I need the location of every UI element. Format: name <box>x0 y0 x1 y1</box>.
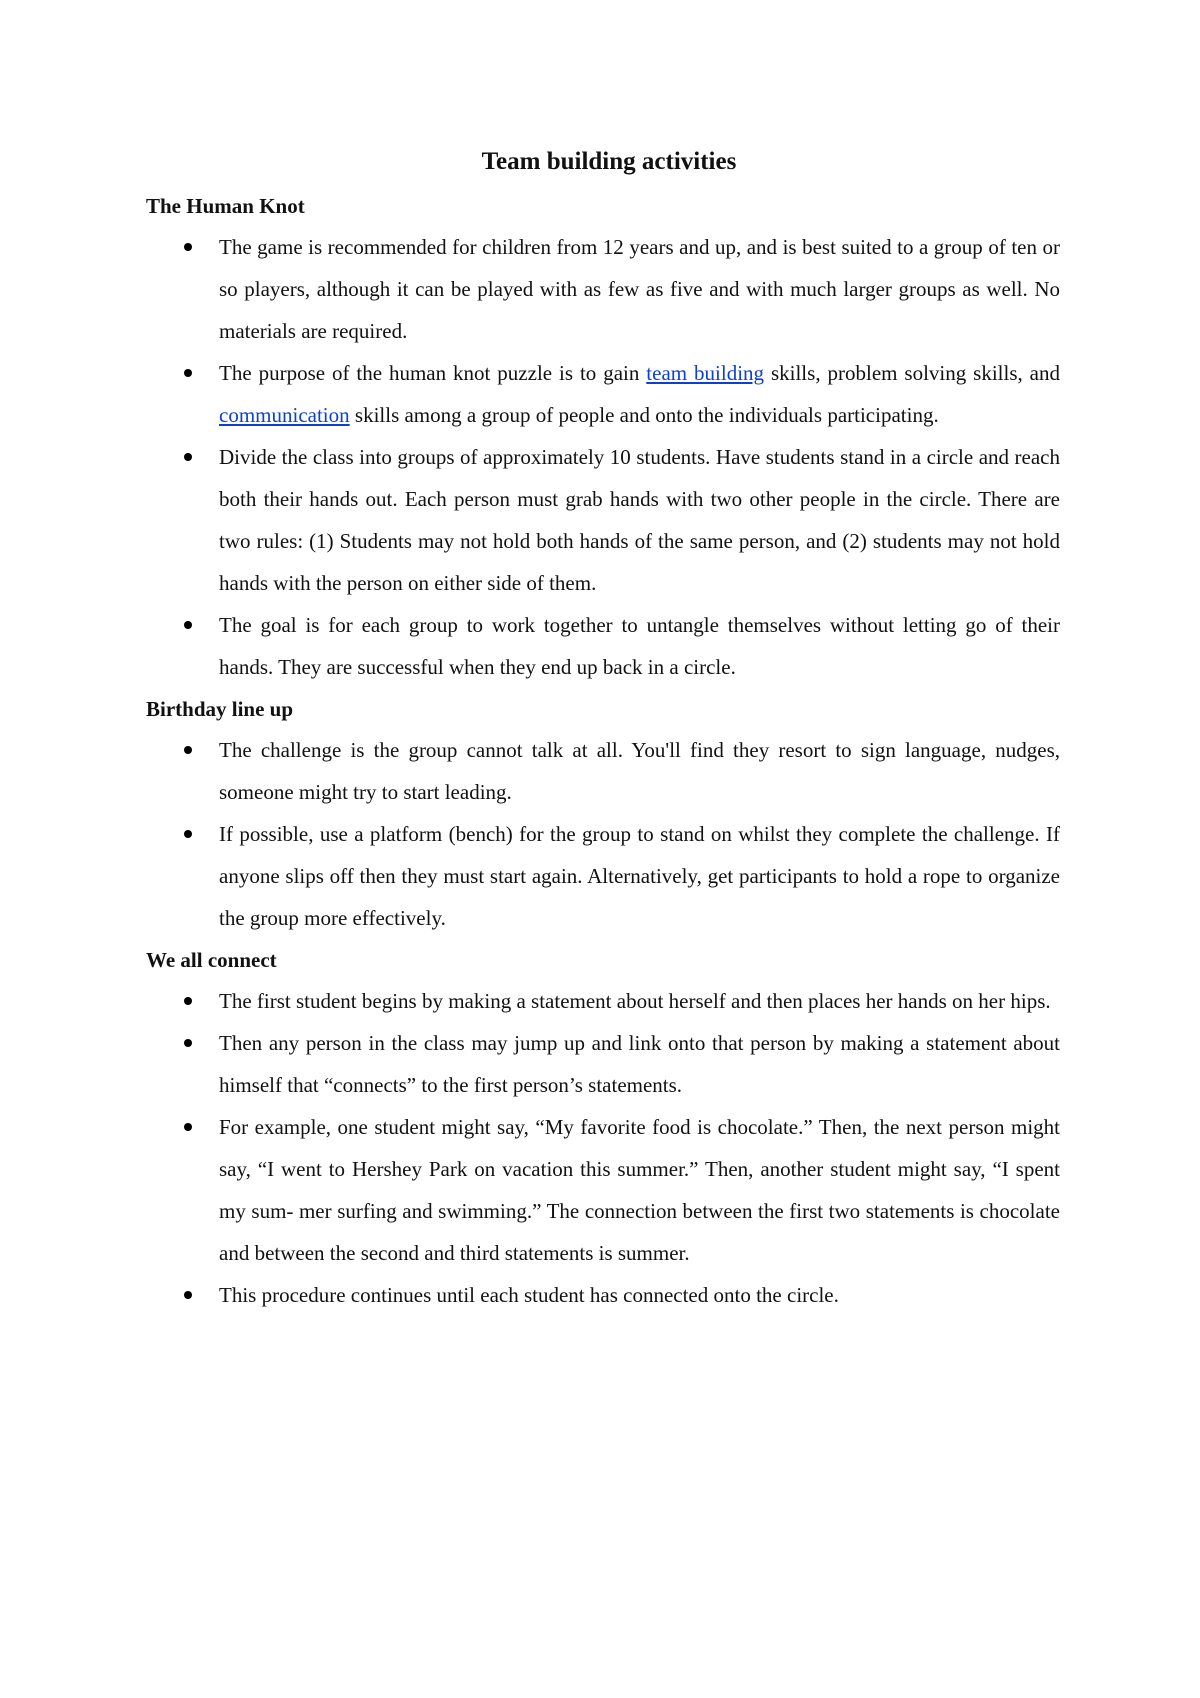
list-item-text: The purpose of the human knot puzzle is to gain <box>219 361 647 385</box>
section-heading: Birthday line up <box>146 697 294 721</box>
list-item-text: This procedure continues until each student has connected onto the circle. <box>219 1283 839 1307</box>
list-item-text: skills among a group of people and onto the individuals participating. <box>349 403 939 427</box>
list-item-text: Divide the class into groups of approximately 10 students. Have students stand in a circle and reach both their hands out. Each person must grab hands with two other people in the circle. There are two rules: (1) Students may not hold both hands of the same person, and (2) students may not hold hands with the person on either side of them. <box>219 445 1060 595</box>
section-we-all-connect <box>146 945 1060 1316</box>
bullet-list <box>146 226 1060 688</box>
list-item-text: The challenge is the group cannot talk at all. You'll find they resort to sign language, nudges, someone might try to start leading. <box>219 738 1060 804</box>
bullet-list <box>146 980 1060 1316</box>
list-item-text: For example, one student might say, “My favorite food is chocolate.” Then, the next person might say, “I went to Hershey Park on vacation this summer.” Then, another student might say, “I spent my sum- mer surfing and swimming.” The connection between the first two statements is chocolate and between the second and third statements is summer. <box>219 1115 1060 1265</box>
communication-link[interactable]: communication <box>219 403 350 427</box>
bullet-icon <box>184 830 192 838</box>
list-item <box>146 1022 1060 1106</box>
bullet-icon <box>184 453 192 461</box>
section-human-knot <box>146 191 1060 688</box>
list-item <box>146 436 1060 604</box>
section-heading: The Human Knot <box>146 194 305 218</box>
section-birthday-line-up <box>146 694 1060 939</box>
list-item <box>146 813 1060 939</box>
list-item <box>146 1106 1060 1274</box>
list-item-text: skills, problem solving skills, and <box>764 361 1060 385</box>
list-item <box>146 604 1060 688</box>
page-title: Team building activities <box>481 148 737 175</box>
bullet-icon <box>184 997 192 1005</box>
list-item <box>146 1274 1060 1316</box>
bullet-icon <box>184 621 192 629</box>
section-heading: We all connect <box>146 948 277 972</box>
bullet-icon <box>184 746 192 754</box>
bullet-icon <box>184 1123 192 1131</box>
list-item <box>146 980 1060 1022</box>
list-item-text: The goal is for each group to work together to untangle themselves without letting go of their hands. They are successful when they end up back in a circle. <box>219 613 1060 679</box>
list-item-text: Then any person in the class may jump up and link onto that person by making a statement about himself that “connects” to the first person’s statements. <box>219 1031 1060 1097</box>
bullet-list <box>146 729 1060 939</box>
list-item-text: The game is recommended for children from 12 years and up, and is best suited to a group of ten or so players, although it can be played with as few as five and with much larger groups as well. No materials are required. <box>219 235 1060 343</box>
list-item <box>146 226 1060 352</box>
bullet-icon <box>184 1291 192 1299</box>
list-item-text: The first student begins by making a statement about herself and then places her hands on her hips. <box>219 989 1051 1013</box>
team-building-link[interactable]: team building <box>646 361 765 385</box>
bullet-icon <box>184 243 192 251</box>
bullet-icon <box>184 1039 192 1047</box>
list-item <box>146 352 1060 436</box>
list-item-text: If possible, use a platform (bench) for the group to stand on whilst they complete the challenge. If anyone slips off then they must start again. Alternatively, get participants to hold a rope to organize the group more effectively. <box>219 822 1060 930</box>
list-item <box>146 729 1060 813</box>
bullet-icon <box>184 369 192 377</box>
